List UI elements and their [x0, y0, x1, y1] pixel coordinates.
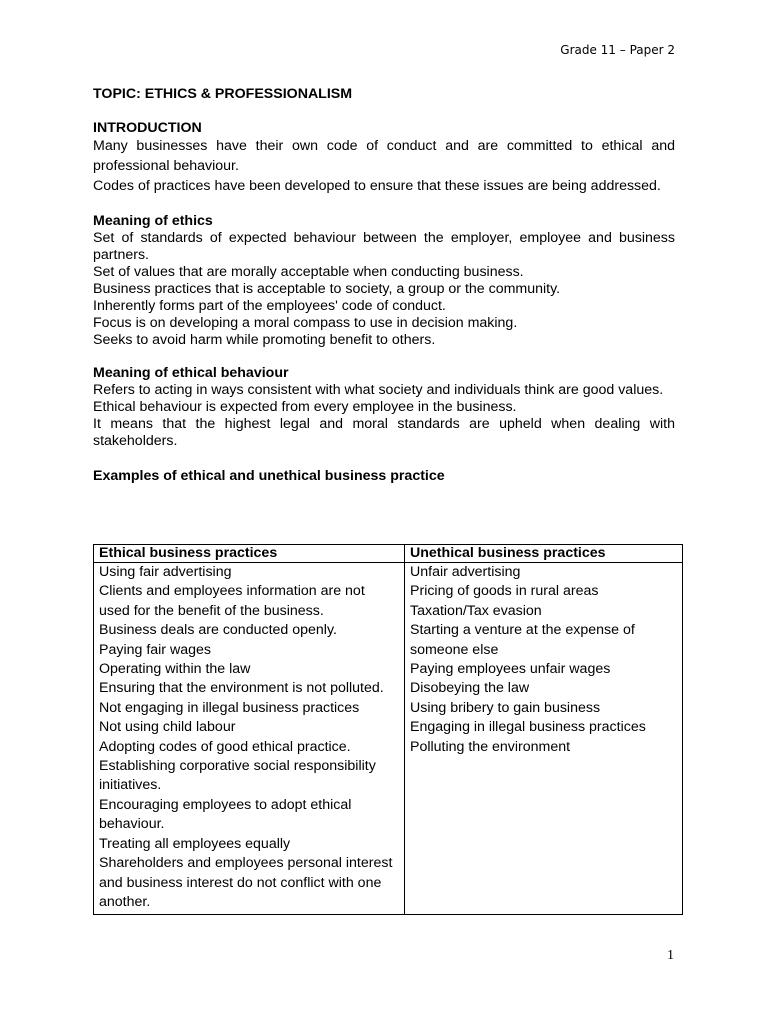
ethical-practice-item: Not using child labour	[99, 719, 236, 736]
ethics-line: Set of values that are morally acceptable when conducting business.	[93, 263, 524, 280]
meaning-of-ethical-behaviour-heading: Meaning of ethical behaviour	[93, 364, 289, 381]
topic-title: TOPIC: ETHICS & PROFESSIONALISM	[93, 86, 353, 102]
document-body	[93, 86, 675, 485]
unethical-practice-item: Engaging in illegal business practices	[410, 719, 646, 736]
unethical-column-header: Unethical business practices	[405, 545, 683, 563]
unethical-practice-item: Disobeying the law	[410, 680, 530, 697]
ethical-practice-item: Using fair advertising	[99, 564, 232, 580]
introduction-heading: INTRODUCTION	[93, 120, 202, 136]
ethical-practice-item: Clients and employees information are not used for the benefit of the business.	[99, 583, 365, 619]
unethical-practices-cell	[405, 563, 683, 915]
ethical-practice-item: Paying fair wages	[99, 641, 211, 658]
ethical-practice-item: Adopting codes of good ethical practice.	[99, 738, 351, 755]
ethical-practice-item: Ensuring that the environment is not polluted.	[99, 680, 384, 697]
ethics-line: Inherently forms part of the employees' code of conduct.	[93, 297, 446, 314]
ethical-practice-item: Encouraging employees to adopt ethical behaviour.	[99, 796, 352, 833]
ethical-practice-item: Establishing corporative social responsibility initiatives.	[99, 758, 376, 794]
meaning-of-ethical-behaviour-section	[93, 365, 675, 450]
ethical-behaviour-line: Ethical behaviour is expected from every employee in the business.	[93, 398, 517, 415]
ethics-line: Focus is on developing a moral compass to use in decision making.	[93, 314, 518, 331]
ethical-behaviour-line: It means that the highest legal and moral standards are upheld when dealing with stakeholders.	[93, 415, 675, 449]
meaning-of-ethics-heading: Meaning of ethics	[93, 212, 213, 229]
ethical-practice-item: Not engaging in illegal business practices	[99, 699, 360, 716]
unethical-practice-item: Unfair advertising	[410, 564, 521, 580]
ethical-practice-item: Operating within the law	[99, 661, 251, 678]
introduction-paragraph: Codes of practices have been developed to ensure that these issues are being addressed.	[93, 178, 661, 194]
unethical-practice-item: Starting a venture at the expense of someone else	[410, 622, 635, 658]
ethical-practices-cell	[94, 563, 405, 915]
table-header-row	[94, 545, 683, 563]
practices-table	[93, 544, 683, 915]
ethics-line: Business practices that is acceptable to society, a group or the community.	[93, 280, 561, 297]
introduction-section	[93, 120, 675, 197]
unethical-practice-item: Taxation/Tax evasion	[410, 602, 542, 619]
ethical-practice-item: Treating all employees equally	[99, 835, 291, 852]
unethical-practice-item: Using bribery to gain business	[410, 699, 601, 716]
examples-heading: Examples of ethical and unethical business practice	[93, 467, 445, 484]
page-header-grade: Grade 11 – Paper 2	[560, 43, 675, 57]
unethical-practice-item: Polluting the environment	[410, 738, 571, 755]
table-row	[94, 563, 683, 915]
ethical-practice-item: Shareholders and employees personal interest and business interest do not conflict with one another.	[99, 855, 393, 910]
unethical-practice-item: Paying employees unfair wages	[410, 661, 611, 678]
ethical-practice-item: Business deals are conducted openly.	[99, 622, 337, 639]
ethics-line: Seeks to avoid harm while promoting benefit to others.	[93, 331, 436, 348]
meaning-of-ethics-section	[93, 213, 675, 349]
ethics-line: Set of standards of expected behaviour between the employer, employee and business partners.	[93, 229, 675, 263]
introduction-paragraph: Many businesses have their own code of conduct and are committed to ethical and professional behaviour.	[93, 138, 675, 174]
page-number: 1	[667, 948, 674, 963]
unethical-practice-item: Pricing of goods in rural areas	[410, 583, 599, 600]
ethical-column-header: Ethical business practices	[94, 545, 405, 563]
ethical-behaviour-line: Refers to acting in ways consistent with what society and individuals think are good values.	[93, 381, 664, 398]
